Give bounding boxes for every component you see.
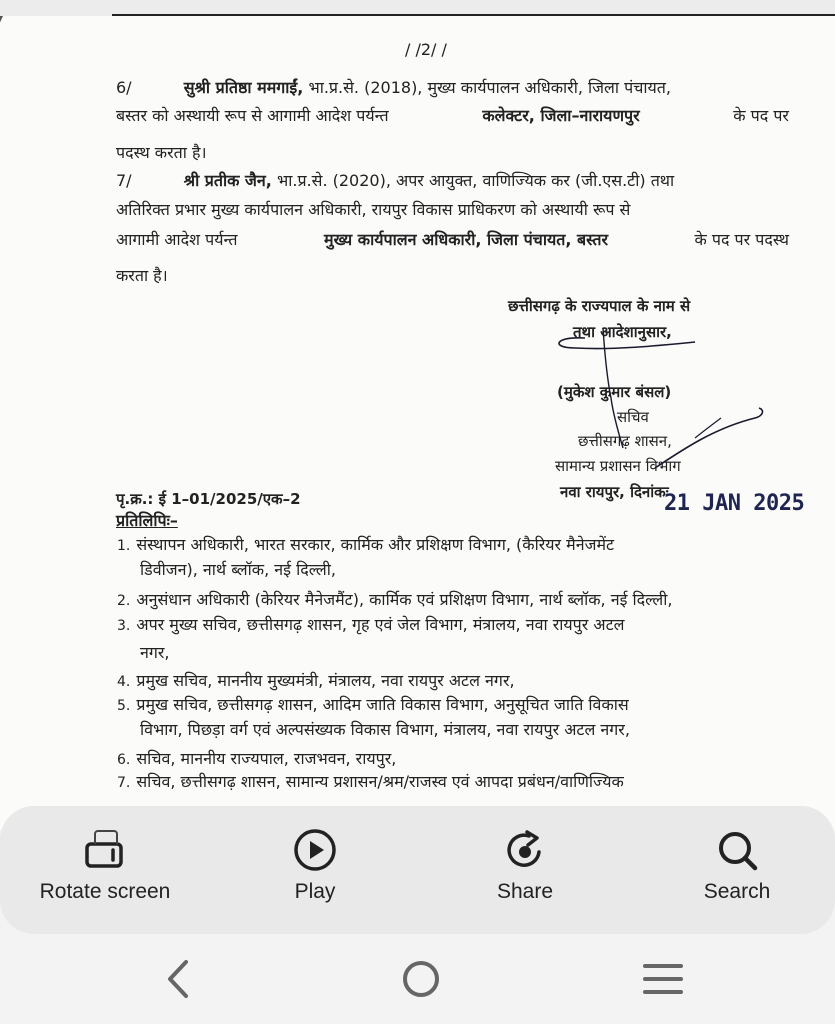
- play-icon: [291, 826, 339, 874]
- copy-item-line: [117, 535, 614, 556]
- para7-number: 7/: [116, 171, 132, 190]
- share-icon: [501, 826, 549, 874]
- authority-line1: छत्तीसगढ़ के राज्यपाल के नाम से: [508, 297, 691, 315]
- rotate-screen-icon: [81, 826, 129, 874]
- copy-item-line: [117, 695, 629, 716]
- para7-line3-post: के पद पर पदस्थ: [694, 230, 789, 249]
- copy-item-line: [117, 590, 672, 611]
- share-label: Share: [496, 880, 554, 903]
- reference-number: पृ.क्र.: ई 1–01/2025/एक–2: [116, 490, 301, 508]
- copy-item-line: [140, 720, 630, 740]
- para6-line2-post: के पद पर: [733, 106, 789, 125]
- para7-officer-name: श्री प्रतीक जैन,: [183, 171, 272, 190]
- copy-item-line: [117, 772, 624, 793]
- para7-line1: [116, 171, 789, 191]
- rotate-screen-button[interactable]: [5, 826, 205, 904]
- signatory-name: (मुकेश कुमार बंसल): [557, 383, 672, 401]
- copy-heading: प्रतिलिपिः–: [116, 511, 178, 530]
- copy-item-line: [117, 615, 625, 636]
- para6-line1-rest: भा.प्र.से. (2018), मुख्य कार्यपालन अधिकारी, जिला पंचायत,: [308, 78, 672, 97]
- search-icon: [713, 826, 761, 874]
- copy-item-text: संस्थापन अधिकारी, भारत सरकार, कार्मिक और प्रशिक्षण विभाग, (कैरियर मैनेजमेंट: [136, 535, 615, 554]
- play-button[interactable]: [215, 826, 415, 904]
- copy-item-number: 4.: [117, 674, 131, 690]
- copy-item-text: अनुसंधान अधिकारी (केरियर मैनेजमैंट), कार्मिक एवं प्रशिक्षण विभाग, नार्थ ब्लॉक, नई दिल्ली,: [136, 590, 673, 609]
- para7-line4: करता है।: [116, 266, 168, 285]
- authority-line2: तथा आदेशानुसार,: [573, 323, 672, 341]
- copy-item-number: 5.: [117, 698, 131, 714]
- para6-number: 6/: [116, 78, 132, 97]
- copy-item-text: प्रमुख सचिव, छत्तीसगढ़ शासन, आदिम जाति विकास विभाग, अनुसूचित जाति विकास: [136, 695, 629, 714]
- para6-line1: [116, 78, 789, 98]
- recents-icon[interactable]: [633, 956, 693, 1002]
- copy-item-line: [117, 671, 515, 692]
- para6-officer-name: सुश्री प्रतिष्ठा ममगाईं,: [183, 78, 304, 97]
- signatory-government: छत्तीसगढ़ शासन,: [578, 432, 672, 450]
- copy-item-text: सचिव, माननीय राज्यपाल, राजभवन, रायपुर,: [136, 749, 397, 768]
- copy-item-line: [140, 643, 170, 663]
- copy-item-number: 2.: [117, 593, 131, 609]
- action-toolbar: [0, 806, 835, 934]
- copy-item-text: नगर,: [140, 643, 170, 662]
- copy-item-line: [140, 560, 336, 580]
- page-fold-shadow: [0, 16, 3, 246]
- para7-new-post: मुख्य कार्यपालन अधिकारी, जिला पंचायत, बस्तर: [324, 230, 609, 249]
- copy-item-text: अपर मुख्य सचिव, छत्तीसगढ़ शासन, गृह एवं जेल विभाग, मंत्रालय, नवा रायपुर अटल: [136, 615, 625, 634]
- copy-item-line: [117, 749, 396, 770]
- para7-line2: अतिरिक्त प्रभार मुख्य कार्यपालन अधिकारी, रायपुर विकास प्राधिकरण को अस्थायी रूप से: [116, 200, 631, 219]
- back-icon[interactable]: [148, 956, 208, 1002]
- signatory-place-date: नवा रायपुर, दिनांकः: [560, 483, 669, 501]
- copy-item-number: 1.: [117, 538, 131, 554]
- para7-line3-pre: आगामी आदेश पर्यन्त: [116, 230, 238, 249]
- para6-line2: [116, 106, 789, 126]
- signatory-department: सामान्य प्रशासन विभाग: [555, 457, 681, 475]
- para6-line3: पदस्थ करता है।: [116, 143, 207, 162]
- copy-item-text: सचिव, छत्तीसगढ़ शासन, सामान्य प्रशासन/श्रम/राजस्व एवं आपदा प्रबंधन/वाणिज्यिक: [136, 772, 624, 791]
- date-stamp: 21 JAN 2025: [664, 491, 805, 516]
- copy-item-text: डिवीजन), नार्थ ब्लॉक, नई दिल्ली,: [140, 560, 337, 579]
- copy-item-number: 7.: [117, 775, 131, 791]
- para6-new-post: कलेक्टर, जिला–नारायणपुर: [482, 106, 640, 125]
- para7-line1-rest: भा.प्र.से. (2020), अपर आयुक्त, वाणिज्यिक कर (जी.एस.टी) तथा: [276, 171, 675, 190]
- para7-line3: [116, 230, 789, 250]
- play-label: Play: [294, 880, 336, 903]
- page-top-border: [112, 14, 835, 16]
- signatory-designation: सचिव: [617, 408, 649, 426]
- search-label: Search: [703, 880, 771, 903]
- page-number: / /2/ /: [405, 40, 447, 59]
- rotate-screen-label: Rotate screen: [39, 880, 171, 903]
- system-navigation-bar: [0, 934, 835, 1024]
- search-button[interactable]: [637, 826, 835, 904]
- copy-item-number: 6.: [117, 752, 131, 768]
- copy-item-text: विभाग, पिछड़ा वर्ग एवं अल्पसंख्यक विकास विभाग, मंत्रालय, नवा रायपुर अटल नगर,: [140, 720, 630, 739]
- copy-item-text: प्रमुख सचिव, माननीय मुख्यमंत्री, मंत्रालय, नवा रायपुर अटल नगर,: [136, 671, 515, 690]
- copy-item-number: 3.: [117, 618, 131, 634]
- home-icon[interactable]: [391, 956, 451, 1002]
- para6-line2-pre: बस्तर को अस्थायी रूप से आगामी आदेश पर्यन्त: [116, 106, 389, 125]
- share-button[interactable]: [425, 826, 625, 904]
